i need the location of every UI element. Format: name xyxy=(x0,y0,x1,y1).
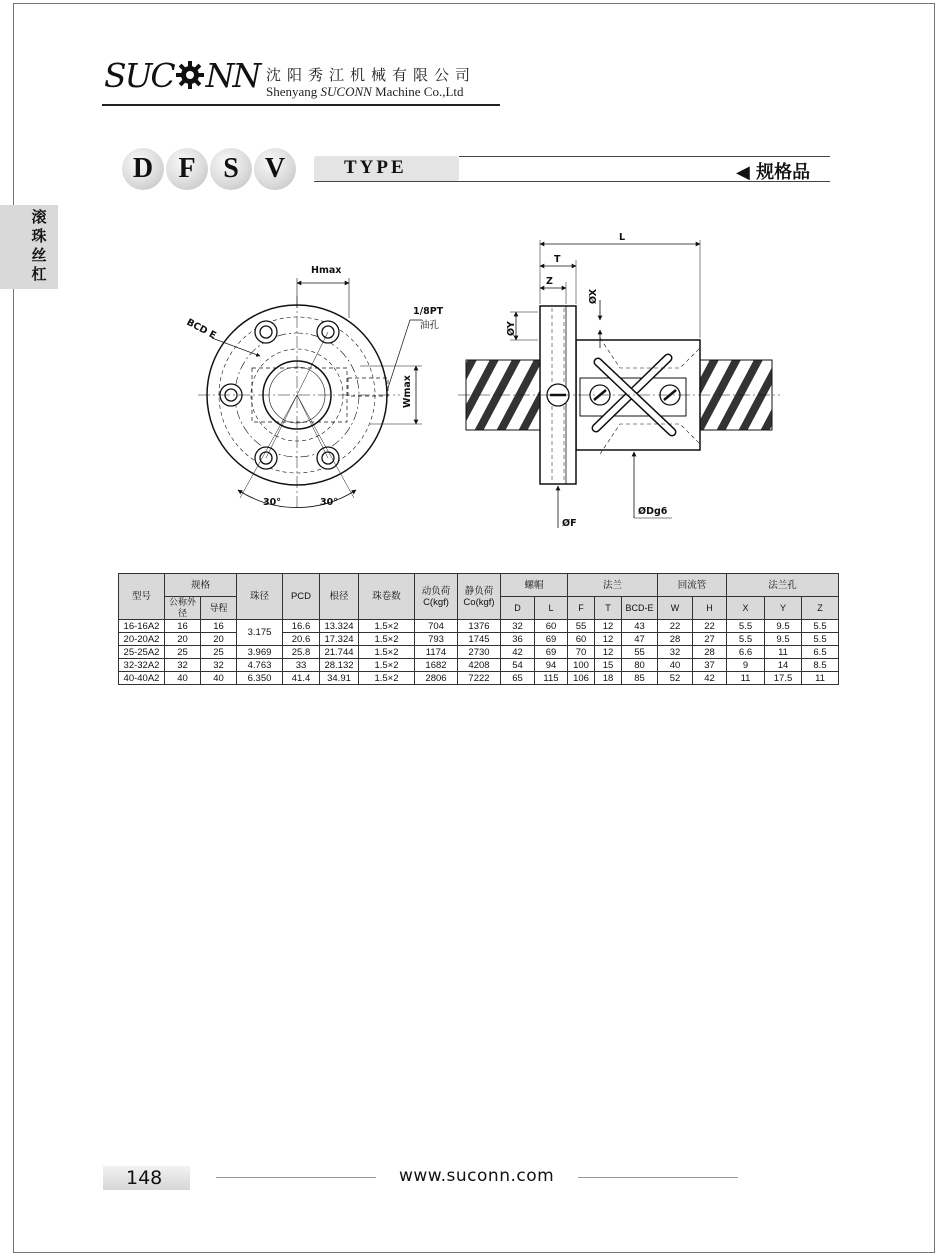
header-lead: 导程 xyxy=(201,597,237,620)
spec-tag: ◀ 规格品 xyxy=(736,162,811,183)
label-z: Z xyxy=(546,276,553,287)
header-d: D xyxy=(501,597,535,620)
table-cell: 14 xyxy=(765,659,802,672)
header-t: T xyxy=(595,597,622,620)
table-cell: 80 xyxy=(622,659,658,672)
label-bcd: BCD E xyxy=(184,316,218,342)
table-row xyxy=(119,646,839,659)
table-cell: 33 xyxy=(283,659,320,672)
table-cell: 12 xyxy=(595,633,622,646)
header-spec: 规格 xyxy=(165,574,237,597)
table-row xyxy=(119,633,839,646)
side-view xyxy=(458,240,780,528)
table-cell: 6.350 xyxy=(237,672,283,685)
label-oil-hole: 油孔 xyxy=(420,320,440,331)
header-turns: 珠卷数 xyxy=(359,574,415,620)
table-cell: 69 xyxy=(535,633,568,646)
table-cell: 7222 xyxy=(458,672,501,685)
table-cell: 16 xyxy=(201,620,237,633)
table-cell: 1.5×2 xyxy=(359,659,415,672)
table-row xyxy=(119,672,839,685)
side-tab-label: 滚珠丝杠 xyxy=(31,208,47,283)
footer-rule-right xyxy=(578,1177,738,1178)
table-cell: 11 xyxy=(802,672,839,685)
table-cell: 55 xyxy=(622,646,658,659)
table-cell: 25.8 xyxy=(283,646,320,659)
table-cell: 32 xyxy=(501,620,535,633)
header-f: F xyxy=(568,597,595,620)
header-l: L xyxy=(535,597,568,620)
label-pt: 1/8PT xyxy=(413,306,444,317)
website-link[interactable]: www.suconn.com xyxy=(399,1166,555,1186)
table-cell: 60 xyxy=(535,620,568,633)
title-rule-top xyxy=(459,156,830,157)
table-cell: 27 xyxy=(693,633,727,646)
table-cell: 16 xyxy=(165,620,201,633)
table-cell: 1174 xyxy=(415,646,458,659)
company-name-en: Shenyang SUCONN Machine Co.,Ltd xyxy=(266,84,464,99)
label-dg6: ØDg6 xyxy=(638,506,668,517)
table-cell: 22 xyxy=(693,620,727,633)
logo-text-right: NN xyxy=(205,56,260,95)
table-cell: 3.175 xyxy=(237,620,283,646)
table-cell: 37 xyxy=(693,659,727,672)
label-hmax: Hmax xyxy=(311,265,342,276)
table-cell: 28 xyxy=(693,646,727,659)
table-cell: 704 xyxy=(415,620,458,633)
technical-drawing xyxy=(160,228,800,538)
table-cell: 22 xyxy=(658,620,693,633)
header-x: X xyxy=(727,597,765,620)
table-cell: 40 xyxy=(658,659,693,672)
table-cell: 9.5 xyxy=(765,633,802,646)
table-cell: 40 xyxy=(165,672,201,685)
table-cell: 32 xyxy=(658,646,693,659)
table-cell: 43 xyxy=(622,620,658,633)
page-number: 148 xyxy=(126,1167,163,1189)
table-cell: 1.5×2 xyxy=(359,633,415,646)
table-cell: 36 xyxy=(501,633,535,646)
table-cell: 18 xyxy=(595,672,622,685)
table-cell: 40-40A2 xyxy=(119,672,165,685)
table-cell: 2806 xyxy=(415,672,458,685)
model-letter-d: D xyxy=(122,148,164,190)
table-cell: 2730 xyxy=(458,646,501,659)
table-cell: 32-32A2 xyxy=(119,659,165,672)
footer-rule-left xyxy=(216,1177,376,1178)
table-row xyxy=(119,620,839,633)
label-angle-left: 30° xyxy=(263,497,281,508)
table-cell: 54 xyxy=(501,659,535,672)
table-cell: 15 xyxy=(595,659,622,672)
table-cell: 1.5×2 xyxy=(359,646,415,659)
table-cell: 60 xyxy=(568,633,595,646)
table-cell: 6.6 xyxy=(727,646,765,659)
header-bcd: BCD-E xyxy=(622,597,658,620)
table-cell: 9.5 xyxy=(765,620,802,633)
table-cell: 5.5 xyxy=(727,620,765,633)
table-cell: 41.4 xyxy=(283,672,320,685)
header-nut: 螺帽 xyxy=(501,574,568,597)
table-cell: 12 xyxy=(595,620,622,633)
table-cell: 100 xyxy=(568,659,595,672)
table-cell: 1745 xyxy=(458,633,501,646)
table-cell: 1.5×2 xyxy=(359,620,415,633)
table-cell: 1.5×2 xyxy=(359,672,415,685)
table-cell: 17.324 xyxy=(320,633,359,646)
table-cell: 9 xyxy=(727,659,765,672)
header-model: 型号 xyxy=(119,574,165,620)
type-label: TYPE xyxy=(344,157,407,178)
table-cell: 34.91 xyxy=(320,672,359,685)
table-cell: 32 xyxy=(201,659,237,672)
table-cell: 25-25A2 xyxy=(119,646,165,659)
label-l: L xyxy=(619,232,626,243)
header-dynamic-load: 动负荷 C(kgf) xyxy=(415,574,458,620)
label-x: ØX xyxy=(588,288,599,304)
table-cell: 20.6 xyxy=(283,633,320,646)
table-cell: 13.324 xyxy=(320,620,359,633)
table-row xyxy=(119,659,839,672)
table-cell: 40 xyxy=(201,672,237,685)
table-cell: 5.5 xyxy=(802,620,839,633)
table-cell: 16-16A2 xyxy=(119,620,165,633)
gear-icon xyxy=(175,60,205,90)
model-letter-v: V xyxy=(254,148,296,190)
table-cell: 20 xyxy=(165,633,201,646)
table-cell: 6.5 xyxy=(802,646,839,659)
table-cell: 793 xyxy=(415,633,458,646)
table-cell: 11 xyxy=(727,672,765,685)
table-cell: 85 xyxy=(622,672,658,685)
table-cell: 42 xyxy=(501,646,535,659)
header-z: Z xyxy=(802,597,839,620)
table-cell: 4208 xyxy=(458,659,501,672)
header-nominal-od: 公称外径 xyxy=(165,597,201,620)
table-cell: 47 xyxy=(622,633,658,646)
model-letter-f: F xyxy=(166,148,208,190)
label-f: ØF xyxy=(562,518,577,529)
table-cell: 16.6 xyxy=(283,620,320,633)
header-flange-hole: 法兰孔 xyxy=(727,574,839,597)
table-cell: 8.5 xyxy=(802,659,839,672)
table-cell: 1682 xyxy=(415,659,458,672)
table-cell: 55 xyxy=(568,620,595,633)
table-cell: 11 xyxy=(765,646,802,659)
logo-text-left: SUC xyxy=(104,56,174,95)
label-t: T xyxy=(554,254,561,265)
table-cell: 20 xyxy=(201,633,237,646)
table-cell: 5.5 xyxy=(727,633,765,646)
table-cell: 25 xyxy=(165,646,201,659)
header-ball: 珠径 xyxy=(237,574,283,620)
table-cell: 17.5 xyxy=(765,672,802,685)
header-y: Y xyxy=(765,597,802,620)
table-cell: 65 xyxy=(501,672,535,685)
header-static-load: 静负荷 Co(kgf) xyxy=(458,574,501,620)
table-cell: 1376 xyxy=(458,620,501,633)
table-cell: 106 xyxy=(568,672,595,685)
table-cell: 32 xyxy=(165,659,201,672)
table-cell: 42 xyxy=(693,672,727,685)
table-cell: 70 xyxy=(568,646,595,659)
table-cell: 69 xyxy=(535,646,568,659)
table-cell: 28.132 xyxy=(320,659,359,672)
header-root: 根径 xyxy=(320,574,359,620)
header-pcd: PCD xyxy=(283,574,320,620)
table-cell: 94 xyxy=(535,659,568,672)
table-cell: 20-20A2 xyxy=(119,633,165,646)
header-rule xyxy=(102,104,500,106)
table-cell: 115 xyxy=(535,672,568,685)
table-cell: 28 xyxy=(658,633,693,646)
table-cell: 21.744 xyxy=(320,646,359,659)
label-wmax: Wmax xyxy=(402,375,413,408)
table-cell: 25 xyxy=(201,646,237,659)
header-return-tube: 回流管 xyxy=(658,574,727,597)
front-view xyxy=(198,278,422,510)
table-cell: 3.969 xyxy=(237,646,283,659)
table-cell: 12 xyxy=(595,646,622,659)
header-w: W xyxy=(658,597,693,620)
table-cell: 4.763 xyxy=(237,659,283,672)
label-angle-right: 30° xyxy=(320,497,338,508)
spec-table xyxy=(118,573,839,685)
company-name-cn: 沈阳秀江机械有限公司 xyxy=(266,66,477,84)
table-cell: 5.5 xyxy=(802,633,839,646)
table-cell: 52 xyxy=(658,672,693,685)
label-y: ØY xyxy=(506,321,517,336)
header-flange: 法兰 xyxy=(568,574,658,597)
header-h: H xyxy=(693,597,727,620)
model-letter-s: S xyxy=(210,148,252,190)
